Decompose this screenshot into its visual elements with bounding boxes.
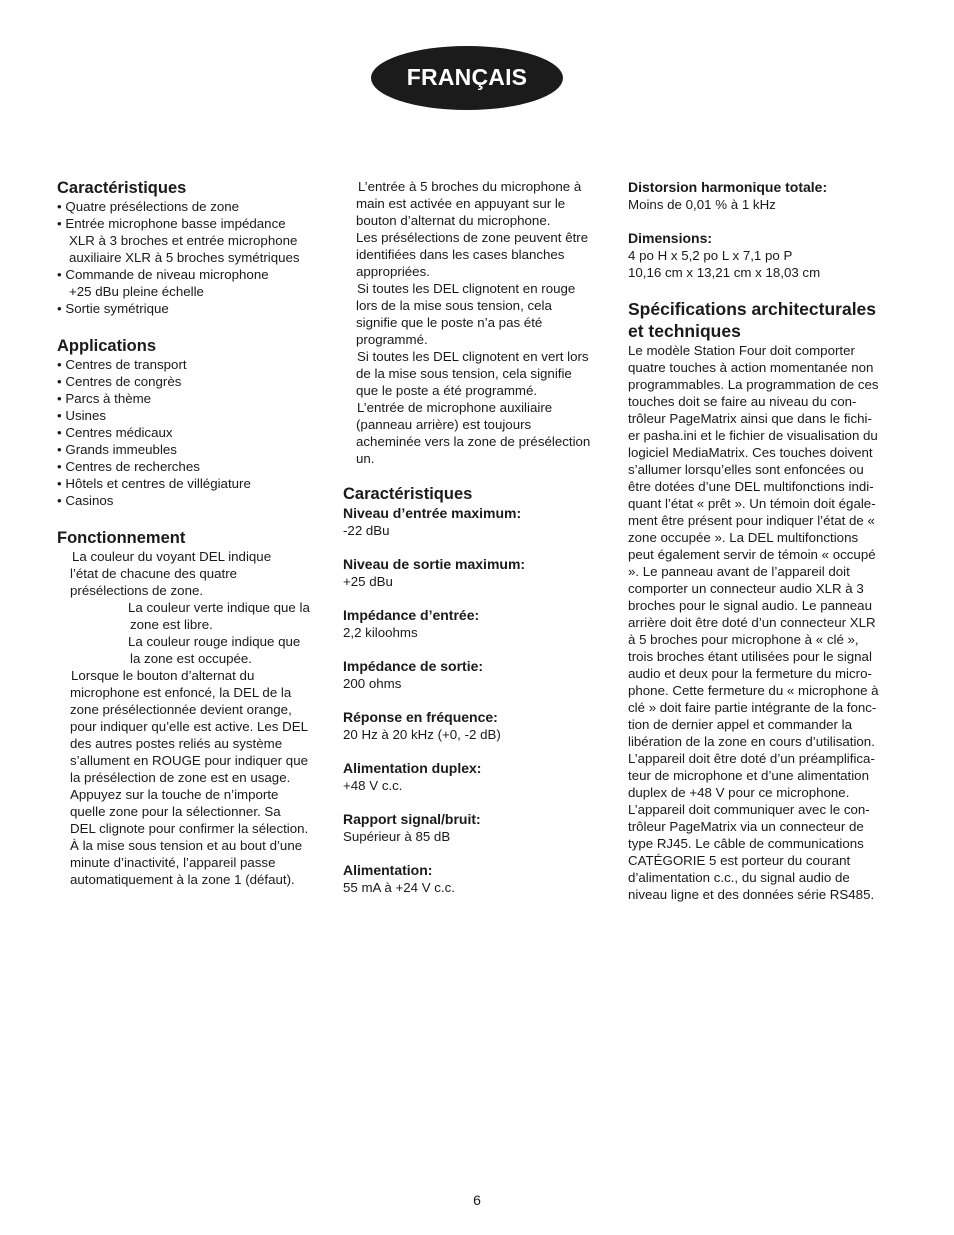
operation-line: des autres postes reliés au système xyxy=(70,736,283,751)
intro-line: (panneau arrière) est toujours xyxy=(356,417,532,432)
intro-line: signifie que le poste n’a pas été xyxy=(356,315,543,330)
application-item: • Casinos xyxy=(57,493,114,508)
operation-line: la présélection de zone est en usage. xyxy=(70,770,291,785)
spec-label: Réponse en fréquence: xyxy=(343,709,498,725)
dimensions-value: 10,16 cm x 13,21 cm x 18,03 cm xyxy=(628,265,821,280)
operation-line: quelle zone pour la sélectionner. Sa xyxy=(70,804,281,819)
arch-line: L’appareil doit communiquer avec le con- xyxy=(628,802,870,817)
application-item: • Centres de congrès xyxy=(57,374,182,389)
arch-heading: Spécifications architecturales xyxy=(628,299,877,319)
intro-line: un. xyxy=(356,451,375,466)
intro-line: de la mise sous tension, cela signifie xyxy=(356,366,572,381)
arch-line: teur de microphone et d’une alimentation xyxy=(628,768,869,783)
arch-line: quatre touches à action momentanée non xyxy=(628,360,874,375)
feature-line: • Quatre présélections de zone xyxy=(57,199,240,214)
arch-line: CATÉGORIE 5 est porteur du courant xyxy=(628,853,851,868)
operation-line: minute d’inactivité, l’appareil passe xyxy=(70,855,276,870)
operation-heading: Fonctionnement xyxy=(57,529,186,547)
arch-line: programmables. La programmation de ces xyxy=(628,377,879,392)
application-item: • Usines xyxy=(57,408,106,423)
intro-line: main est activée en appuyant sur le xyxy=(356,196,566,211)
arch-line: broches pour le signal audio. Le panneau xyxy=(628,598,872,613)
operation-line: la zone est occupée. xyxy=(130,651,252,666)
intro-line: L’entrée à 5 broches du microphone à xyxy=(358,179,582,194)
intro-line: programmé. xyxy=(356,332,428,347)
arch-line: d’alimentation c.c., du signal audio de xyxy=(628,870,850,885)
application-item: • Parcs à thème xyxy=(57,391,152,406)
arch-line: quant l’état « prêt ». Un témoin doit égale- xyxy=(628,496,876,511)
spec-label: Impédance de sortie: xyxy=(343,658,484,674)
dimensions-value: 4 po H x 5,2 po L x 7,1 po P xyxy=(628,248,793,263)
arch-line: trois broches étant utilisées pour le signal xyxy=(628,649,872,664)
thd-value: Moins de 0,01 % à 1 kHz xyxy=(628,197,776,212)
operation-line: La couleur rouge indique que xyxy=(128,634,301,649)
intro-line: lors de la mise sous tension, cela xyxy=(356,298,552,313)
language-badge xyxy=(371,46,563,110)
features-heading: Caractéristiques xyxy=(57,179,187,197)
language-badge-label: FRANÇAIS xyxy=(406,63,528,90)
arch-line: peut également servir de témoin « occupé xyxy=(628,547,876,562)
arch-line: audio et deux pour la fermeture du micro- xyxy=(628,666,872,681)
arch-line: ». Le panneau avant de l’appareil doit xyxy=(628,564,850,579)
arch-line: clé » doit faire partie intégrante de la fonc- xyxy=(628,700,877,715)
arch-heading: et techniques xyxy=(628,321,741,341)
spec-value: Supérieur à 85 dB xyxy=(343,829,451,844)
operation-line: microphone est enfoncé, la DEL de la xyxy=(70,685,292,700)
application-item: • Centres de transport xyxy=(57,357,187,372)
spec-value: 200 ohms xyxy=(343,676,402,691)
thd-label: Distorsion harmonique totale: xyxy=(628,179,828,195)
arch-line: Le modèle Station Four doit comporter xyxy=(628,343,855,358)
column-middle xyxy=(343,178,608,896)
intro-line: Les présélections de zone peuvent être xyxy=(356,230,589,245)
feature-line: XLR à 3 broches et entrée microphone xyxy=(69,233,298,248)
operation-line: l’état de chacune des quatre xyxy=(70,566,238,581)
arch-line: à 5 broches pour microphone à « clé », xyxy=(628,632,859,647)
intro-line: acheminée vers la zone de présélection xyxy=(356,434,591,449)
intro-line: bouton d’alternat du microphone. xyxy=(356,213,551,228)
spec-value: +25 dBu xyxy=(343,574,393,589)
spec-label: Alimentation: xyxy=(343,862,433,878)
operation-line: À la mise sous tension et au bout d’une xyxy=(70,838,303,853)
arch-line: L’appareil doit être doté d’un préamplifica- xyxy=(628,751,875,766)
operation-line: pour indiquer qu’elle est active. Les DEL xyxy=(70,719,309,734)
arch-line: er pasha.ini et le fichier de visualisation du xyxy=(628,428,878,443)
intro-line: Si toutes les DEL clignotent en vert lors xyxy=(357,349,589,364)
spec-label: Impédance d’entrée: xyxy=(343,607,480,623)
spec-value: 20 Hz à 20 kHz (+0, -2 dB) xyxy=(343,727,501,742)
arch-line: arrière doit être doté d’un connecteur XLR xyxy=(628,615,876,630)
arch-line: s’allumer lorsqu’elles sont enfoncées ou xyxy=(628,462,864,477)
spec-value: 2,2 kiloohms xyxy=(343,625,418,640)
operation-line: Appuyez sur la touche de n’importe xyxy=(70,787,279,802)
spec-label: Niveau d’entrée maximum: xyxy=(343,505,522,521)
column-left xyxy=(57,178,329,888)
spec-value: 55 mA à +24 V c.c. xyxy=(343,880,455,895)
intro-line: Si toutes les DEL clignotent en rouge xyxy=(357,281,576,296)
operation-line: présélections de zone. xyxy=(70,583,204,598)
feature-line: • Entrée microphone basse impédance xyxy=(57,216,286,231)
specs-heading: Caractéristiques xyxy=(343,485,473,503)
spec-label: Niveau de sortie maximum: xyxy=(343,556,526,572)
spec-value: -22 dBu xyxy=(343,523,390,538)
operation-line: La couleur du voyant DEL indique xyxy=(72,549,272,564)
operation-line: s’allument en ROUGE pour indiquer que xyxy=(70,753,308,768)
column-right xyxy=(628,178,903,903)
application-item: • Hôtels et centres de villégiature xyxy=(57,476,251,491)
application-item: • Grands immeubles xyxy=(57,442,177,457)
operation-line: zone présélectionnée devient orange, xyxy=(70,702,292,717)
operation-line: Lorsque le bouton d’alternat du xyxy=(71,668,255,683)
dimensions-label: Dimensions: xyxy=(628,230,713,246)
intro-line: L’entrée de microphone auxiliaire xyxy=(357,400,553,415)
intro-line: identifiées dans les cases blanches xyxy=(356,247,565,262)
arch-line: niveau ligne et des données série RS485. xyxy=(628,887,875,902)
operation-line: zone est libre. xyxy=(130,617,213,632)
intro-line: appropriées. xyxy=(356,264,430,279)
feature-line: +25 dBu pleine échelle xyxy=(69,284,204,299)
spec-value: +48 V c.c. xyxy=(343,778,403,793)
arch-line: duplex de +48 V pour ce microphone. xyxy=(628,785,850,800)
arch-line: zone occupée ». La DEL multifonctions xyxy=(628,530,859,545)
arch-line: tion de dernier appel et commander la xyxy=(628,717,852,732)
feature-line: auxiliaire XLR à 5 broches symétriques xyxy=(69,250,300,265)
arch-line: comporter un connecteur audio XLR à 3 xyxy=(628,581,864,596)
intro-line: que le poste a été programmé. xyxy=(356,383,538,398)
arch-line: type RJ45. Le câble de communications xyxy=(628,836,864,851)
arch-line: phone. Cette fermeture du « microphone à xyxy=(628,683,879,698)
operation-line: automatiquement à la zone 1 (défaut). xyxy=(70,872,295,887)
arch-line: logiciel MediaMatrix. Ces touches doivent xyxy=(628,445,873,460)
arch-line: trôleur PageMatrix via un connecteur de xyxy=(628,819,864,834)
spec-label: Alimentation duplex: xyxy=(343,760,482,776)
arch-line: touches doit se faire au niveau du con- xyxy=(628,394,857,409)
feature-line: • Commande de niveau microphone xyxy=(57,267,269,282)
spec-label: Rapport signal/bruit: xyxy=(343,811,481,827)
arch-line: être dotées d’une DEL multifonctions indi- xyxy=(628,479,874,494)
feature-line: • Sortie symétrique xyxy=(57,301,169,316)
arch-line: ment être présent pour indiquer l’état de « xyxy=(628,513,875,528)
applications-heading: Applications xyxy=(57,337,157,355)
application-item: • Centres médicaux xyxy=(57,425,173,440)
arch-line: trôleur PageMatrix ainsi que dans le fichi- xyxy=(628,411,872,426)
arch-line: libération de la zone en cours d’utilisation. xyxy=(628,734,875,749)
page-number: 6 xyxy=(473,1192,481,1208)
operation-line: La couleur verte indique que la xyxy=(128,600,310,615)
operation-line: DEL clignote pour confirmer la sélection. xyxy=(70,821,309,836)
application-item: • Centres de recherches xyxy=(57,459,200,474)
